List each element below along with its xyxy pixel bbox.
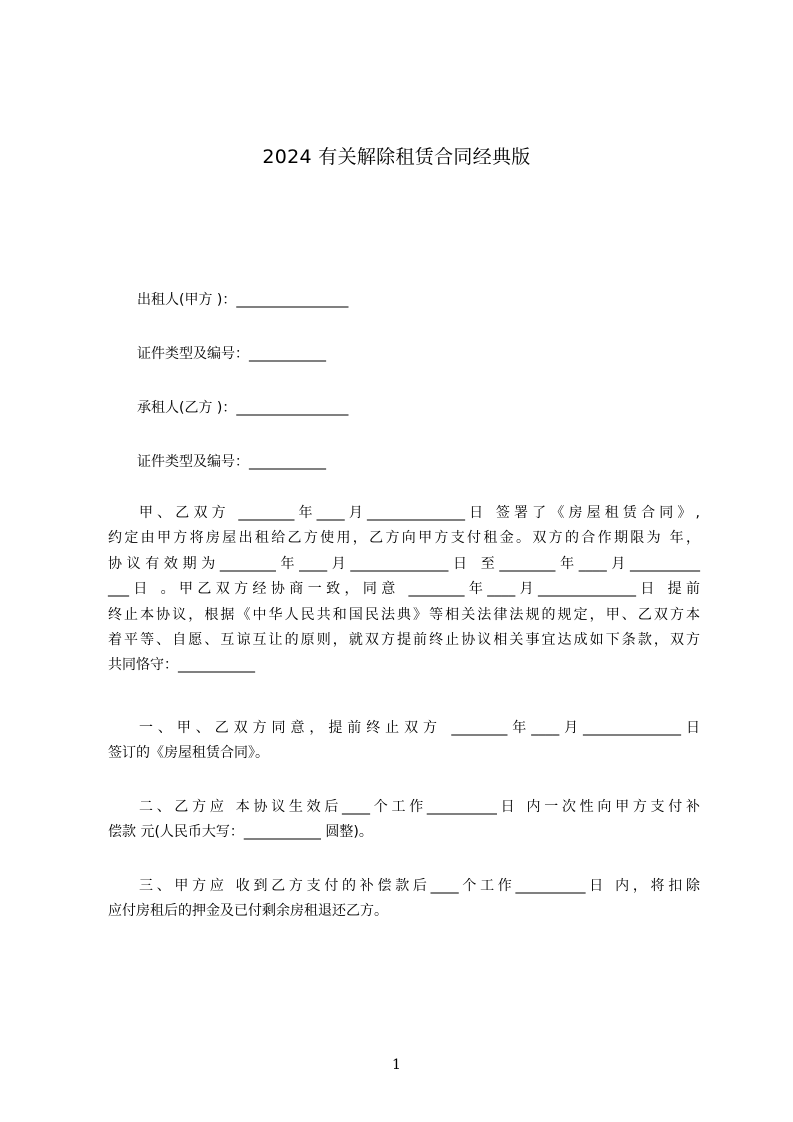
document-title: 2024 有关解除租赁合同经典版 [262,146,531,168]
clause-line: 二、乙方应 本协议生效后____个工作__________日 内一次性向甲方支付补 [139,799,700,815]
clause-3 [108,874,700,925]
lessor-id-field: 证件类型及编号：___________ [137,346,326,362]
preamble-line: ___日 。甲乙双方经协商一致，同意 ________年____月______________日 提前 [108,581,700,598]
clause-line: 应付房租后的押金及已付剩余房租退还乙方。 [108,903,388,920]
clause-line: 签订的《房屋租赁合同》。 [108,745,269,762]
lessee-field: 承租人(乙方 )：________________ [137,400,349,416]
preamble-line: 协议有效期为________年____月______________日 至________年____月__________ [108,555,700,572]
clause-1 [108,716,700,767]
page-number: 1 [392,1057,401,1073]
preamble-line: 共同恪守：___________ [108,657,255,674]
clause-line: 偿款 元(人民币大写：___________ 圆整)。 [108,824,373,841]
lessor-field: 出租人(甲方 )：________________ [137,292,349,308]
preamble-line: 约定由甲方将房屋出租给乙方使用，乙方向甲方支付租金。双方的合作期限为 年， [108,530,700,547]
clause-2 [108,795,700,846]
clause-line: 三、甲方应 收到乙方支付的补偿款后____个工作__________日 内，将扣除 [139,878,700,894]
preamble-paragraph [108,501,700,679]
preamble-line: 终止本协议，根据《中华人民共和国民法典》等相关法律法规的规定，甲、乙双方本 [108,606,700,623]
lessee-id-field: 证件类型及编号：___________ [137,454,326,470]
preamble-line: 甲、乙双方 ________年____月______________日 签署了《房屋租赁合同》, [139,505,700,521]
preamble-line: 着平等、自愿、互谅互让的原则，就双方提前终止协议相关事宜达成如下条款，双方 [108,632,700,649]
clause-line: 一、甲、乙双方同意，提前终止双方 ________年____月______________日 [139,720,700,736]
